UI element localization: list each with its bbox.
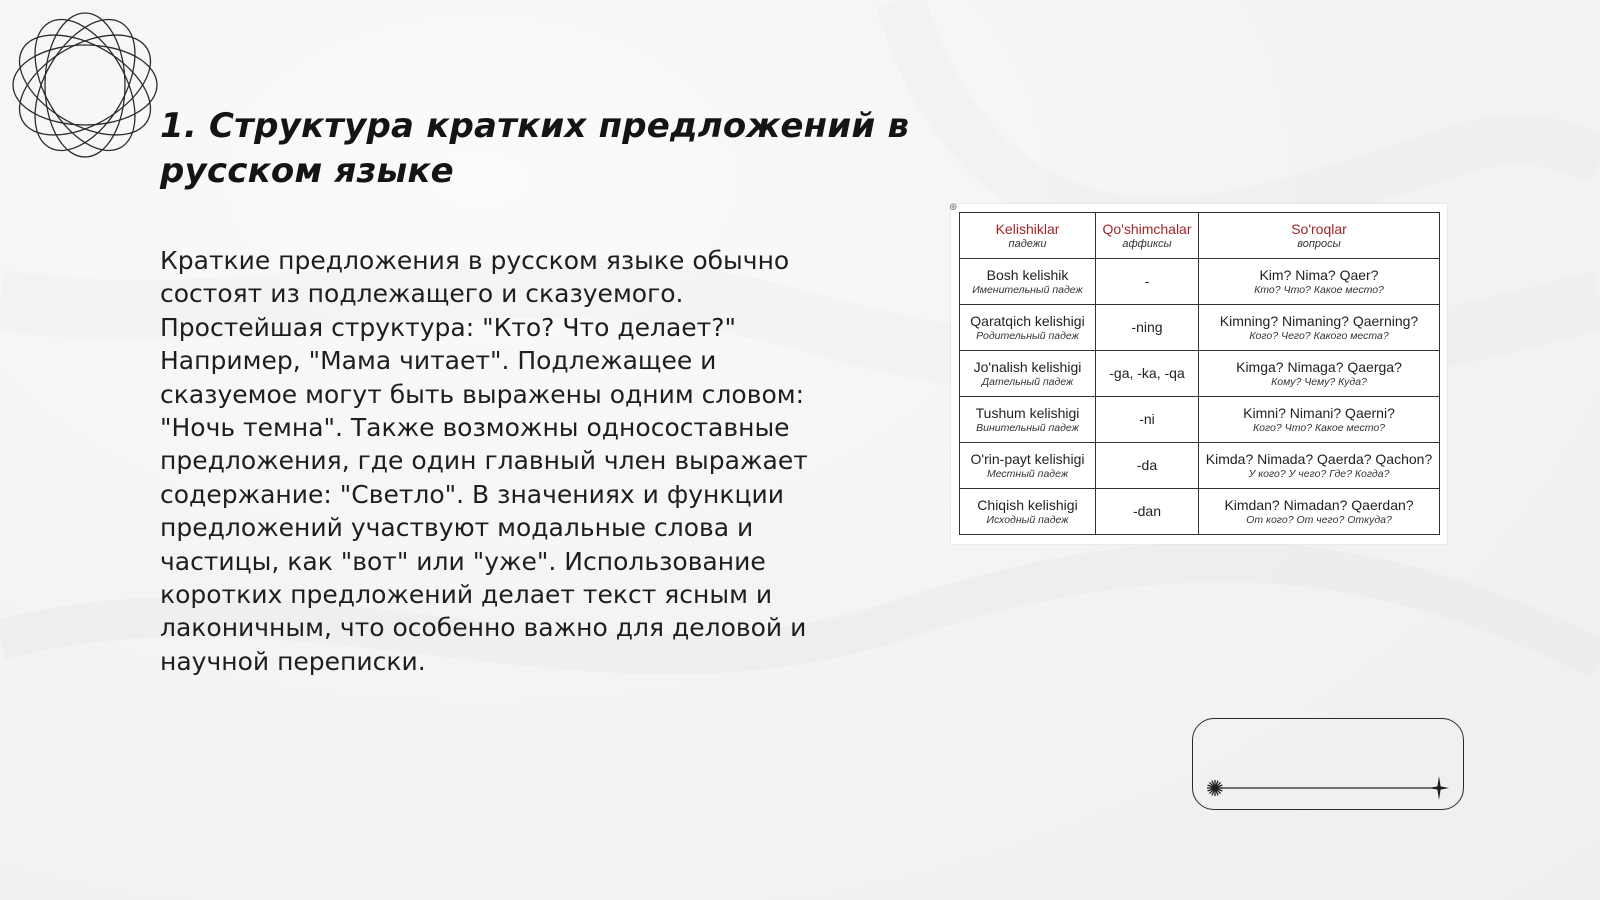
questions-ru: От кого? От чего? Откуда?	[1246, 513, 1392, 526]
case-table-image	[951, 204, 1447, 544]
table-row	[960, 351, 1440, 397]
suffix-cell	[1096, 489, 1199, 535]
suffix-cell	[1096, 259, 1199, 305]
case-name-ru: Родительный падеж	[976, 329, 1079, 342]
suffix: -	[1144, 272, 1150, 289]
header-questions	[1199, 213, 1440, 259]
questions-cell	[1199, 489, 1440, 535]
header-main: So'roqlar	[1291, 220, 1347, 237]
table-row	[960, 489, 1440, 535]
case-cell	[960, 351, 1096, 397]
questions-ru: У кого? У чего? Где? Когда?	[1248, 467, 1390, 480]
questions: Kim? Nima? Qaer?	[1259, 266, 1379, 283]
slider-track	[1193, 719, 1463, 809]
move-handle-icon: ⊕	[949, 202, 958, 213]
header-main: Kelishiklar	[995, 220, 1060, 237]
suffix: -da	[1136, 456, 1158, 473]
suffix: -ni	[1139, 410, 1155, 427]
circular-ellipse-logo-icon	[10, 10, 160, 160]
questions-cell	[1199, 351, 1440, 397]
table-header-row	[960, 213, 1440, 259]
case-cell	[960, 397, 1096, 443]
sparkle-star-icon	[1207, 780, 1223, 796]
questions-ru: Кто? Что? Какое место?	[1254, 283, 1384, 296]
case-name: O'rin-payt kelishigi	[970, 450, 1085, 467]
case-name-ru: Дательный падеж	[981, 375, 1074, 388]
header-sub: вопросы	[1297, 237, 1341, 250]
table-row	[960, 305, 1440, 351]
case-cell	[960, 489, 1096, 535]
questions: Kimdan? Nimadan? Qaerdan?	[1224, 496, 1414, 513]
case-name-ru: Винительный падеж	[976, 421, 1079, 434]
header-main: Qo'shimchalar	[1102, 220, 1192, 237]
questions-cell	[1199, 397, 1440, 443]
header-suffixes	[1096, 213, 1199, 259]
case-table	[959, 212, 1440, 535]
suffix: -ga, -ka, -qa	[1109, 364, 1185, 381]
case-name: Bosh kelishik	[986, 266, 1069, 283]
questions: Kimda? Nimada? Qaerda? Qachon?	[1205, 450, 1433, 467]
case-cell	[960, 443, 1096, 489]
slide-body-text: Краткие предложения в русском языке обычно состоят из подлежащего и сказуемого. Простейшая структура: "Кто? Что делает?" Например, "Мама читает". Подлежащее и сказуемое могут быть выражены одним словом: "Ночь темна". Также возможны односоставные предложения, где один главный член выражает содержание: "Светло". В значениях и функции предложений участвуют модальные слова и частицы, как "вот" или "уже". Использование коротких предложений делает текст ясным и лаконичным, что особенно важно для деловой и научной переписки.	[160, 246, 808, 676]
questions-ru: Кого? Что? Какое место?	[1252, 421, 1386, 434]
case-name-ru: Местный падеж	[986, 467, 1069, 480]
slide-title: 1. Структура кратких предложений в русском языке	[160, 106, 910, 191]
questions: Kimga? Nimaga? Qaerga?	[1236, 358, 1402, 375]
suffix-cell	[1096, 351, 1199, 397]
case-name: Chiqish kelishigi	[977, 496, 1078, 513]
case-name: Qaratqich kelishigi	[970, 312, 1085, 329]
table-row	[960, 443, 1440, 489]
decorative-slider-box	[1192, 718, 1464, 810]
table-row	[960, 397, 1440, 443]
suffix-cell	[1096, 397, 1199, 443]
suffix-cell	[1096, 305, 1199, 351]
suffix: -dan	[1132, 502, 1162, 519]
table-row	[960, 259, 1440, 305]
questions-cell	[1199, 305, 1440, 351]
header-sub: аффиксы	[1122, 237, 1172, 250]
four-point-star-icon	[1429, 776, 1449, 800]
header-cases	[960, 213, 1096, 259]
questions-ru: Кого? Чего? Какого места?	[1249, 329, 1389, 342]
case-cell	[960, 259, 1096, 305]
case-name: Tushum kelishigi	[975, 404, 1080, 421]
questions: Kimning? Nimaning? Qaerning?	[1219, 312, 1419, 329]
suffix-cell	[1096, 443, 1199, 489]
header-sub: падежи	[1008, 237, 1047, 250]
questions: Kimni? Nimani? Qaerni?	[1243, 404, 1395, 421]
suffix: -ning	[1131, 318, 1163, 335]
questions-cell	[1199, 259, 1440, 305]
case-cell	[960, 305, 1096, 351]
case-name: Jo'nalish kelishigi	[973, 358, 1082, 375]
questions-ru: Кому? Чему? Куда?	[1271, 375, 1367, 388]
case-name-ru: Исходный падеж	[986, 513, 1069, 526]
case-name-ru: Именительный падеж	[972, 283, 1083, 296]
questions-cell	[1199, 443, 1440, 489]
